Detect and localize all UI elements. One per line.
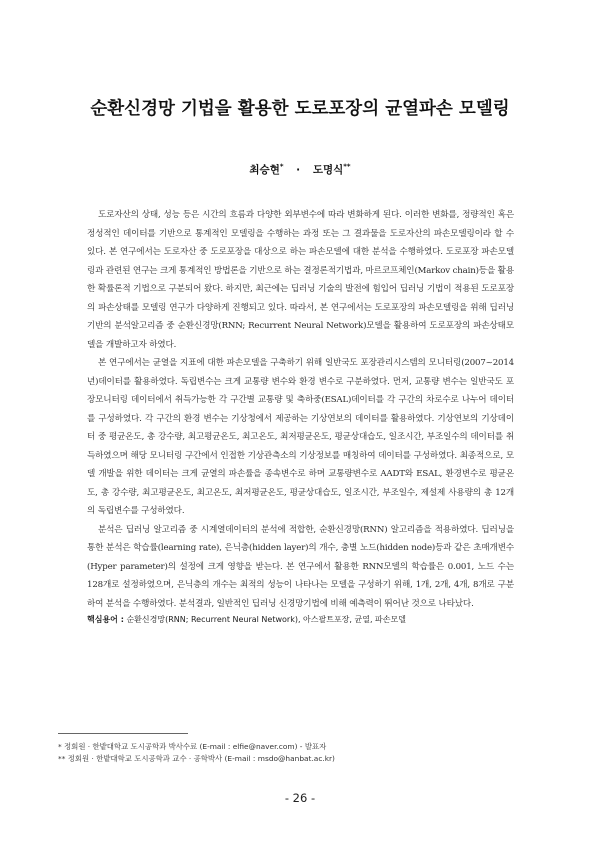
author-mark: ** (343, 162, 351, 171)
author-name: 최승현 (249, 164, 280, 176)
footnotes (58, 741, 538, 765)
abstract-paragraph: 본 연구에서는 균열을 지표에 대한 파손모델을 구축하기 위해 일반국도 포장관리시스템의 모니터링(2007~2014년)데이터를 활용하였다. 독립변수는 크게 교통량 변수와 환경 변수로 구분하였다. 먼저, 교통량 변수는 일반국도 포장모니터링 데이터에서 취득가능한 각 구간별 교통량 및 축하중(ESAL)데이터를 각 구간의 차로수로 나누어 데이터를 구성하였다. 각 구간의 환경 변수는 기상청에서 제공하는 기상연보의 데이터를 활용하였다. 기상연보의 기상데이터 중 평균온도, 총 강수량, 최고평균온도, 최고온도, 최저평균온도, 평균상대습도, 일조시간, 부조일수의 데이터를 취득하였으며 해당 모니터링 구간에서 인접한 기상관측소의 기상정보를 매칭하여 데이터를 구성하였다. 최종적으로, 모델 개발을 위한 데이터는 크게 균열의 파손률을 종속변수로 하며 교통량변수로 AADT와 ESAL, 환경변수로 평균온도, 총 강수량, 최고평균온도, 최고온도, 최저평균온도, 평균상대습도, 일조시간, 부조일수, 제설제 사용량의 총 12개의 독립변수를 구성하였다. (87, 358, 514, 516)
footnote: * 정회원 · 한밭대학교 도시공학과 박사수료 (E-mail : elfie@naver.com) - 발표자 (58, 742, 327, 751)
keywords-line (87, 614, 527, 625)
abstract (87, 206, 514, 613)
author-line (0, 162, 600, 177)
footnote: ** 정회원 · 한밭대학교 도시공학과 교수 · 공학박사 (E-mail : msdo@hanbat.ac.kr) (58, 754, 335, 763)
author-name: 도명식 (312, 164, 344, 176)
keywords-label: 핵심용어 : (87, 615, 124, 624)
abstract-paragraph: 분석은 딥러닝 알고리즘 중 시계열데이터의 분석에 적합한, 순환신경망(RNN) 알고리즘을 적용하였다. 딥러닝을 통한 분석은 학습률(learning rate), 은닉층(hidden layer)의 개수, 충별 노드(hidden node)등과 같은 초매개변수(Hyper parameter)의 설정에 크게 영향을 받는다. 본 연구에서 활용한 RNN모델의 학습률은 0.001, 노드 수는 128개로 설정하였으며, 은닉층의 개수는 최적의 성능이 나타나는 모델을 구성하기 위해, 1개, 2개, 4개, 8개로 구분하여 분석을 수행하였다. 분석결과, 일반적인 딥러닝 신경망기법에 비해 예측력이 뛰어난 것으로 나타났다. (87, 524, 514, 609)
keywords-text: 순환신경망(RNN; Recurrent Neural Network), 아스팔트포장, 균열, 파손모델 (126, 615, 406, 624)
paper-title: 순환신경망 기법을 활용한 도로포장의 균열파손 모델링 (90, 99, 510, 119)
abstract-paragraph: 도로자산의 상태, 성능 등은 시간의 흐름과 다양한 외부변수에 따라 변화하게 된다. 이러한 변화를, 정량적인 혹은 정성적인 데이터를 기반으로 통계적인 모델링을 수행하는 과정 또는 그 결과물을 도로자산의 파손모델링이라 할 수 있다. 본 연구에서는 도로자산 중 도로포장을 대상으로 하는 파손모델에 대한 분석을 수행하였다. 도로포장 파손모델링과 관련된 연구는 크게 통계적인 방법론을 기반으로 하는 결정론적기법과, 마르코프체인(Markov chain)등을 활용한 확률론적 기법으로 구분되어 왔다. 하지만, 최근에는 딥러닝 기술의 발전에 힘입어 딥러닝 기법이 적용된 도로포장의 파손상태를 모델링 연구가 다양하게 진행되고 있다. 따라서, 본 연구에서는 도로포장의 파손모델링을 위해 딥러닝 기반의 분석알고리즘 중 순환신경망(RNN; Recurrent Neural Network)모델을 활용하여 도로포장의 파손상태모델을 개발하고자 하였다. (87, 210, 514, 350)
author-separator: · (296, 164, 301, 176)
page-number: - 26 - (284, 791, 316, 805)
footnote-divider (58, 733, 188, 734)
author-mark: * (279, 162, 284, 171)
